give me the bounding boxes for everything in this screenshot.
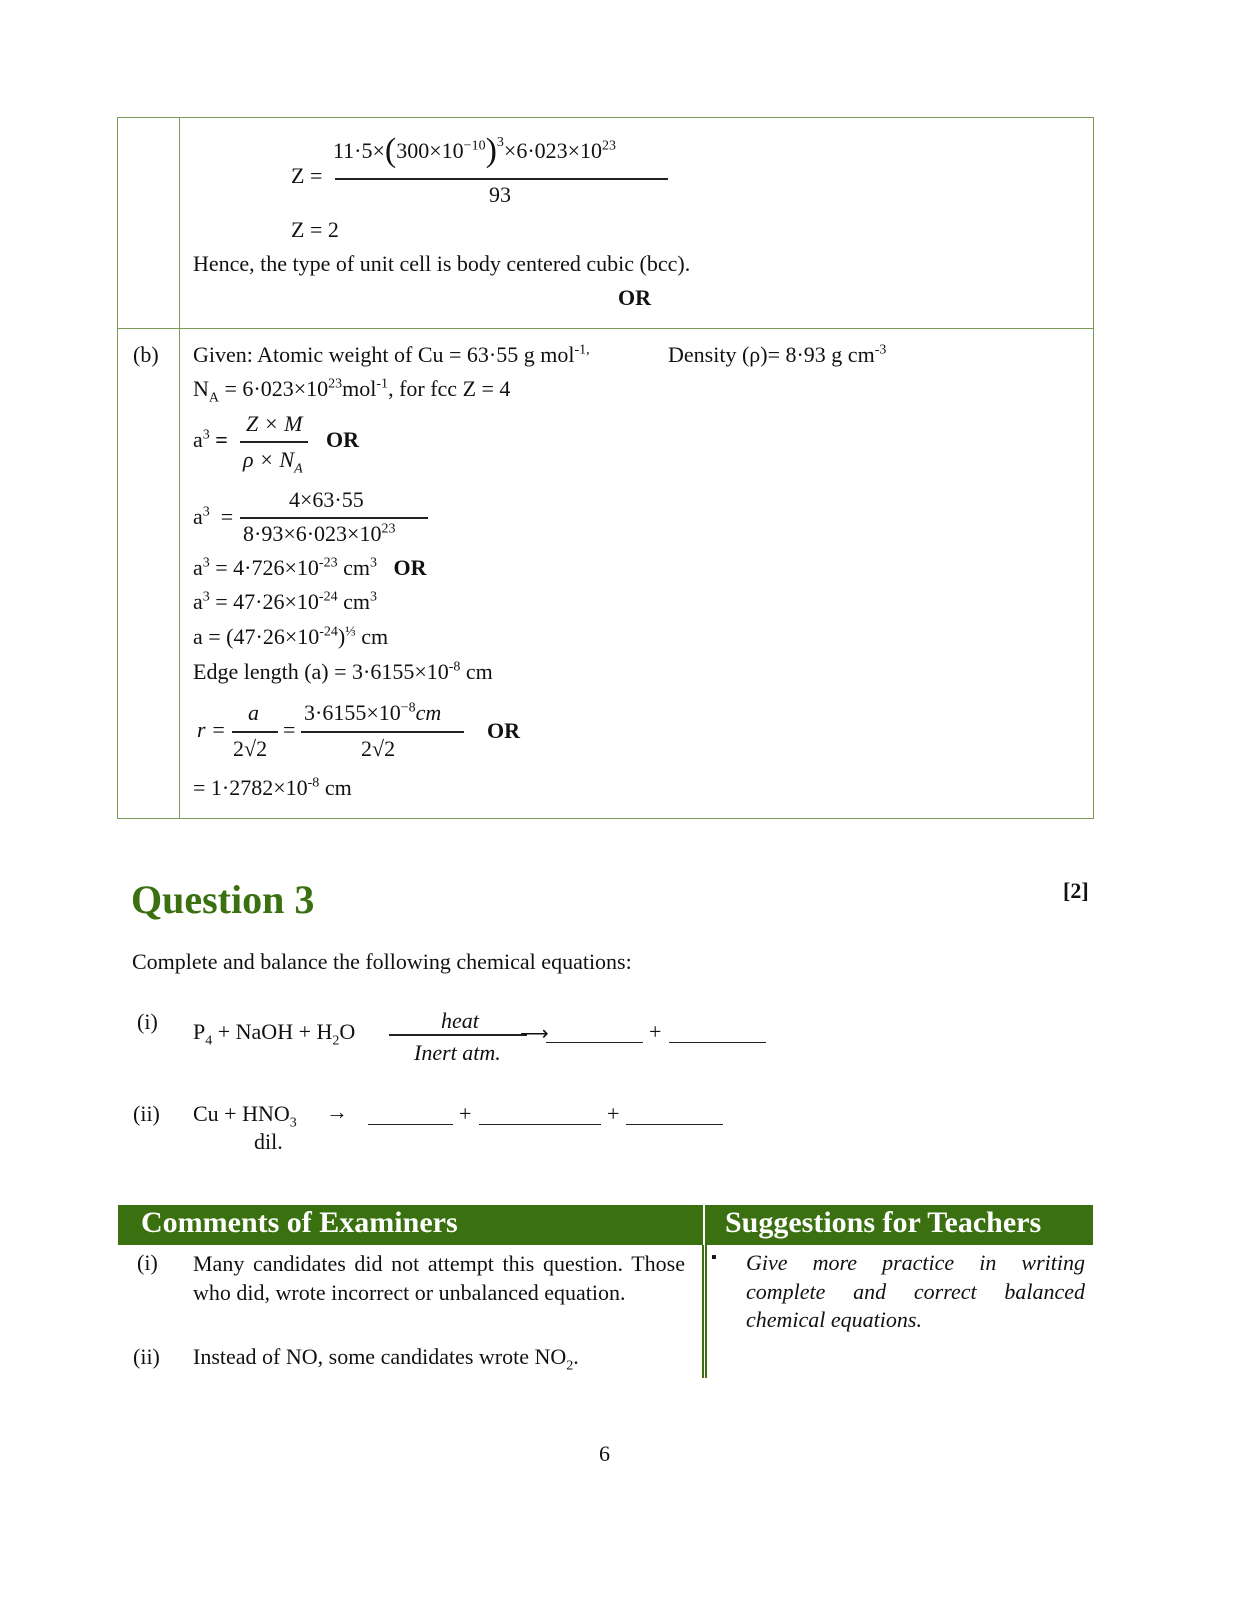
column-divider-1 — [702, 1245, 704, 1378]
eq-i-plus: + — [649, 1019, 662, 1044]
given-density: Density (ρ)= 8·93 g $cm^{-3}$ — [668, 342, 887, 367]
z-formula-denominator: 93 — [489, 182, 511, 207]
a3-label-1: $a^3$ = — [193, 427, 228, 452]
r-num1: a — [248, 700, 259, 725]
eq2-numerator: 4×63·55 — [289, 487, 364, 512]
z-fraction-bar — [335, 178, 668, 180]
eq1-denominator: $\rho \times N_A$ — [243, 447, 303, 477]
z-formula-numerator: $11\cdot 5\times(300\times 10^{-10})^3\times 6\cdot 023\times 10^{23}$ — [333, 132, 617, 169]
eq-i-condition-bottom: Inert atm. — [414, 1040, 501, 1065]
eq5-line: $a = (47\cdot 26\times 10^{-24})^{\frac{1}{3}}$ cm — [193, 624, 389, 649]
question-marks: [2] — [1063, 878, 1089, 903]
eq-i-arrow-head: ⟶ — [520, 1023, 549, 1045]
eq-ii-plus-2: + — [607, 1101, 620, 1126]
eq2-fraction-bar — [240, 517, 428, 519]
comment-i-text: Many candidates did not attempt this question. Those who did, wrote incorrect or unbalanced equation. — [193, 1251, 685, 1305]
eq-ii-blank-1[interactable] — [368, 1123, 453, 1125]
avogadro-line: $N_A = 6\cdot 023\times 10^{23}mol^{-1}$, for fcc Z = 4 — [193, 376, 511, 406]
r-label: r = — [197, 717, 226, 742]
suggestion-bullet-icon: ▪ — [711, 1249, 717, 1266]
suggestion-text: Give more practice in writing complete and correct balanced chemical equations. — [746, 1250, 1085, 1332]
r-result-line: = $1\cdot 2782\times 10^{-8}$ cm — [193, 775, 352, 800]
eq-i-condition-top: heat — [441, 1008, 479, 1033]
eq-ii-label: (ii) — [133, 1101, 160, 1126]
comment-ii-text: Instead of NO, some candidates wrote $NO_2$. — [193, 1344, 579, 1374]
eq-ii-reactants: $Cu + HNO_3$ — [193, 1101, 297, 1131]
eq-ii-blank-3[interactable] — [626, 1123, 723, 1125]
a3-label-2: $a^3$ = — [193, 504, 234, 529]
eq-i-arrow-shaft — [389, 1034, 527, 1036]
comment-i-label: (i) — [137, 1250, 158, 1275]
page-number: 6 — [599, 1441, 610, 1466]
question-prompt: Complete and balance the following chemical equations: — [132, 949, 632, 974]
z-result: Z = 2 — [291, 217, 339, 242]
comments-header: Comments of Examiners — [118, 1205, 703, 1245]
eq1-numerator: Z × M — [246, 411, 303, 436]
z-label: Z = — [291, 163, 323, 188]
suggestions-header: Suggestions for Teachers — [705, 1205, 1093, 1245]
eq-ii-dil: dil. — [254, 1129, 283, 1154]
eq4-line: $a^3 = 47\cdot 26\times 10^{-24}$ $cm^3$ — [193, 589, 377, 614]
bcc-conclusion: Hence, the type of unit cell is body centered cubic (bcc). — [193, 251, 691, 276]
r-equals: = — [283, 717, 296, 742]
question-title: Question 3 — [131, 877, 315, 922]
column-divider-2 — [705, 1245, 707, 1378]
r-den1: 2√2 — [233, 736, 268, 761]
eq1-fraction-bar — [240, 441, 308, 443]
eq-ii-plus-1: + — [459, 1101, 472, 1126]
eq2-denominator: $8\cdot 93\times 6\cdot 023\times 10^{23}$ — [243, 521, 396, 546]
eq-i-reactants: $P_4$ + NaOH + $H_2O$ — [193, 1019, 356, 1049]
given-atomic-weight: Given: Atomic weight of Cu = 63·55 g mol$^{-1,}$ — [193, 342, 590, 367]
edge-length-line: Edge length $(a) = 3\cdot 6155\times 10^{-8}$ cm — [193, 659, 493, 684]
eq3-line: $a^3 = 4\cdot 726\times 10^{-23}$ $cm^3$ OR — [193, 555, 427, 580]
eq-i-blank-2[interactable] — [669, 1041, 766, 1043]
eq-ii-blank-2[interactable] — [479, 1123, 601, 1125]
r-num2: $3\cdot 6155\times 10^{-8}cm$ — [304, 700, 442, 725]
or-r: OR — [487, 718, 520, 743]
or-eq1: OR — [326, 427, 359, 452]
or-separator: OR — [618, 285, 651, 310]
eq-ii-arrow: → — [326, 1099, 348, 1124]
r-fraction-bar-1 — [232, 731, 278, 733]
r-den2: 2√2 — [361, 736, 396, 761]
part-b-label: (b) — [133, 342, 159, 367]
r-fraction-bar-2 — [301, 731, 464, 733]
eq-i-blank-1[interactable] — [546, 1041, 643, 1043]
eq-i-label: (i) — [137, 1009, 158, 1034]
comment-ii-label: (ii) — [133, 1344, 160, 1369]
